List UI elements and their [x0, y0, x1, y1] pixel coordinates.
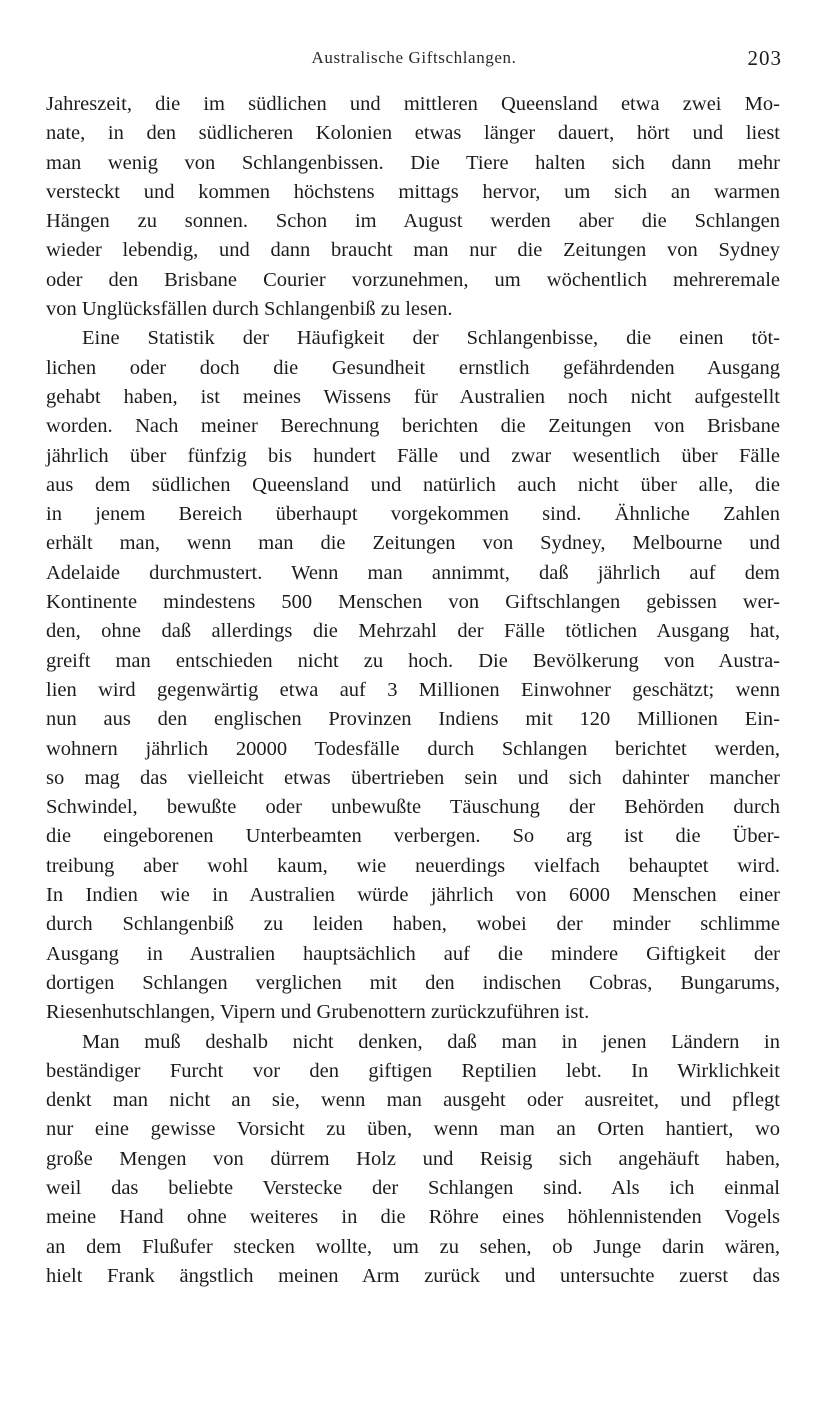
text-line: lichen oder doch die Gesundheit ernstlich gefährdenden Ausgang — [46, 356, 780, 379]
text-line: Ausgang in Australien hauptsächlich auf die mindere Giftigkeit der — [46, 942, 780, 965]
text-line: den, ohne daß allerdings die Mehrzahl der Fälle tötlichen Ausgang hat, — [46, 620, 780, 643]
text-line: die eingeborenen Unterbeamten verbergen. So arg ist die Über- — [46, 825, 780, 848]
text-line: wohnern jährlich 20000 Todesfälle durch Schlangen berichtet werden, — [46, 737, 780, 760]
text-line: Kontinente mindestens 500 Menschen von Giftschlangen gebissen wer- — [46, 591, 780, 614]
text-line: greift man entschieden nicht zu hoch. Die Bevölkerung von Austra- — [46, 649, 780, 672]
text-line: lien wird gegenwärtig etwa auf 3 Millionen Einwohner geschätzt; wenn — [46, 678, 780, 701]
text-line: an dem Flußufer stecken wollte, um zu sehen, ob Junge darin wären, — [46, 1235, 780, 1258]
text-line: gehabt haben, ist meines Wissens für Australien noch nicht aufgestellt — [46, 385, 780, 408]
text-line: nate, in den südlicheren Kolonien etwas länger dauert, hört und liest — [46, 122, 780, 145]
text-line: Man muß deshalb nicht denken, daß man in jenen Ländern in — [82, 1030, 780, 1053]
text-line: jährlich über fünfzig bis hundert Fälle und zwar wesentlich über Fälle — [46, 444, 780, 467]
text-line: nun aus den englischen Provinzen Indiens mit 120 Millionen Ein- — [46, 708, 780, 731]
text-line: beständiger Furcht vor den giftigen Reptilien lebt. In Wirklichkeit — [46, 1059, 780, 1082]
text-line: In Indien wie in Australien würde jährlich von 6000 Menschen einer — [46, 884, 780, 907]
text-line: Riesenhutschlangen, Vipern und Grubenottern zurückzuführen ist. — [46, 1001, 590, 1024]
text-line: Eine Statistik der Häufigkeit der Schlangenbisse, die einen töt- — [82, 327, 780, 350]
running-title: Australische Giftschlangen. — [311, 48, 517, 67]
text-line: denkt man nicht an sie, wenn man ausgeht oder ausreitet, und pflegt — [46, 1089, 780, 1112]
text-line: von Unglücksfällen durch Schlangenbiß zu lesen. — [46, 298, 453, 321]
text-line: worden. Nach meiner Berechnung berichten die Zeitungen von Brisbane — [46, 415, 780, 438]
running-head — [46, 46, 782, 74]
text-line: so mag das vielleicht etwas übertrieben sein und sich dahinter mancher — [46, 766, 780, 789]
body-text — [46, 90, 780, 1291]
text-line: treibung aber wohl kaum, wie neuerdings vielfach behauptet wird. — [46, 854, 780, 877]
text-line: Adelaide durchmustert. Wenn man annimmt, daß jährlich auf dem — [46, 561, 780, 584]
text-line: Jahreszeit, die im südlichen und mittleren Queensland etwa zwei Mo- — [46, 93, 780, 115]
text-line: Schwindel, bewußte oder unbewußte Täuschung der Behörden durch — [46, 796, 780, 819]
text-line: dortigen Schlangen verglichen mit den indischen Cobras, Bungarums, — [46, 971, 780, 994]
page-number: 203 — [747, 46, 782, 70]
text-line: Hängen zu sonnen. Schon im August werden aber die Schlangen — [46, 210, 780, 233]
text-line: große Mengen von dürrem Holz und Reisig sich angehäuft haben, — [46, 1147, 780, 1170]
text-line: in jenem Bereich überhaupt vorgekommen sind. Ähnliche Zahlen — [46, 503, 780, 526]
text-line: nur eine gewisse Vorsicht zu üben, wenn man an Orten hantiert, wo — [46, 1118, 780, 1141]
text-line: meine Hand ohne weiteres in die Röhre eines höhlennistenden Vogels — [46, 1206, 780, 1229]
text-line: aus dem südlichen Queensland und natürlich auch nicht über alle, die — [46, 473, 780, 496]
text-line: durch Schlangenbiß zu leiden haben, wobei der minder schlimme — [46, 913, 780, 936]
text-line: man wenig von Schlangenbissen. Die Tiere halten sich dann mehr — [46, 151, 780, 174]
text-line: hielt Frank ängstlich meinen Arm zurück und untersuchte zuerst das — [46, 1264, 780, 1287]
text-line: oder den Brisbane Courier vorzunehmen, um wöchentlich mehreremale — [46, 268, 780, 291]
text-line: erhält man, wenn man die Zeitungen von Sydney, Melbourne und — [46, 532, 780, 555]
text-line: wieder lebendig, und dann braucht man nur die Zeitungen von Sydney — [46, 239, 780, 262]
text-line: weil das beliebte Verstecke der Schlangen sind. Als ich einmal — [46, 1176, 780, 1199]
text-line: versteckt und kommen höchstens mittags hervor, um sich an warmen — [46, 180, 780, 203]
